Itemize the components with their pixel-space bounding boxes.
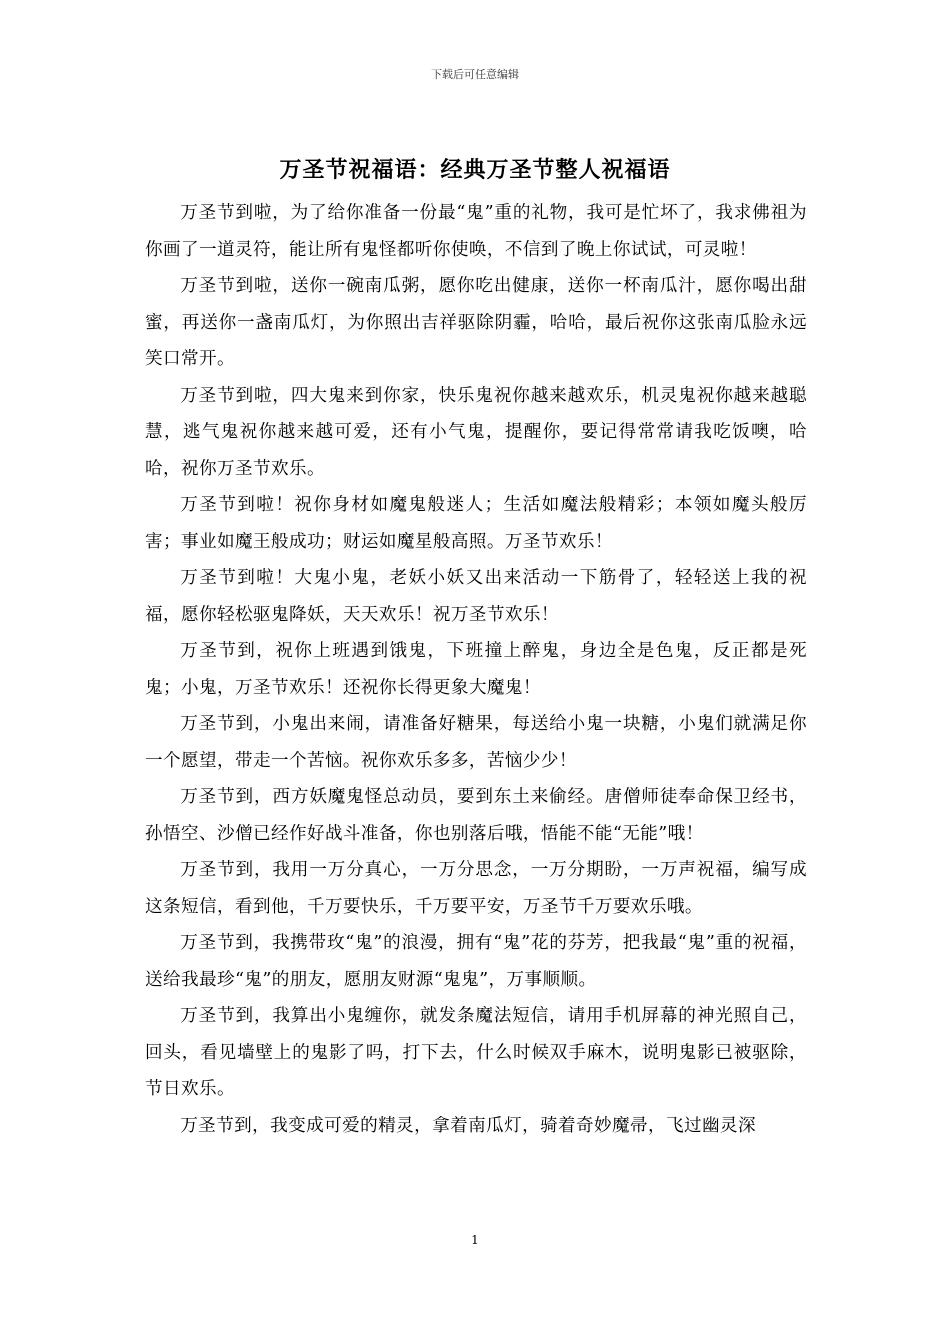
paragraph-7: 万圣节到，小鬼出来闹，请准备好糖果，每送给小鬼一块糖，小鬼们就满足你一个愿望，带走一个苦恼。祝你欢乐多多，苦恼少少！ — [145, 714, 807, 771]
paragraph-2: 万圣节到啦，送你一碗南瓜粥，愿你吃出健康，送你一杯南瓜汁，愿你喝出甜蜜，再送你一盏南瓜灯，为你照出吉祥驱除阴霾，哈哈，最后祝你这张南瓜脸永远笑口常开。 — [145, 276, 807, 369]
paragraph-8: 万圣节到，西方妖魔鬼怪总动员，要到东土来偷经。唐僧师徒奉命保卫经书，孙悟空、沙僧已经作好战斗准备，你也别落后哦，悟能不能“无能”哦！ — [145, 787, 807, 844]
document-body — [145, 195, 807, 1144]
page-number: 1 — [471, 1233, 479, 1247]
paragraph-3: 万圣节到啦，四大鬼来到你家，快乐鬼祝你越来越欢乐，机灵鬼祝你越来越聪慧，逃气鬼祝你越来越可爱，还有小气鬼，提醒你，要记得常常请我吃饭噢，哈哈，祝你万圣节欢乐。 — [145, 385, 807, 479]
paragraph-4: 万圣节到啦！祝你身材如魔鬼般迷人；生活如魔法般精彩；本领如魔头般厉害；事业如魔王般成功；财运如魔星般高照。万圣节欢乐！ — [145, 495, 807, 552]
document-title: 万圣节祝福语：经典万圣节整人祝福语 — [279, 157, 671, 183]
paragraph-1: 万圣节到啦，为了给你准备一份最“鬼”重的礼物，我可是忙坏了，我求佛祖为你画了一道灵符，能让所有鬼怪都听你使唤，不信到了晚上你试试，可灵啦！ — [145, 203, 807, 260]
paragraph-11: 万圣节到，我算出小鬼缠你，就发条魔法短信，请用手机屏幕的神光照自己，回头，看见墙壁上的鬼影了吗，打下去，什么时候双手麻木，说明鬼影已被驱除，节日欢乐。 — [145, 1006, 807, 1099]
paragraph-12: 万圣节到，我变成可爱的精灵，拿着南瓜灯，骑着奇妙魔帚，飞过幽灵深 — [180, 1115, 756, 1136]
paragraph-9: 万圣节到，我用一万分真心，一万分思念，一万分期盼，一万声祝福，编写成这条短信，看到他，千万要快乐，千万要平安，万圣节千万要欢乐哦。 — [145, 860, 807, 917]
paragraph-10: 万圣节到，我携带玫“鬼”的浪漫，拥有“鬼”花的芬芳，把我最“鬼”重的祝福，送给我最珍“鬼”的朋友，愿朋友财源“鬼鬼”，万事顺顺。 — [145, 933, 807, 990]
paragraph-5: 万圣节到啦！大鬼小鬼，老妖小妖又出来活动一下筋骨了，轻轻送上我的祝福，愿你轻松驱鬼降妖，天天欢乐！祝万圣节欢乐！ — [145, 568, 807, 625]
header-note: 下载后可任意编辑 — [431, 68, 519, 81]
paragraph-6: 万圣节到，祝你上班遇到饿鬼，下班撞上醉鬼，身边全是色鬼，反正都是死鬼；小鬼，万圣节欢乐！还祝你长得更象大魔鬼！ — [145, 641, 807, 698]
